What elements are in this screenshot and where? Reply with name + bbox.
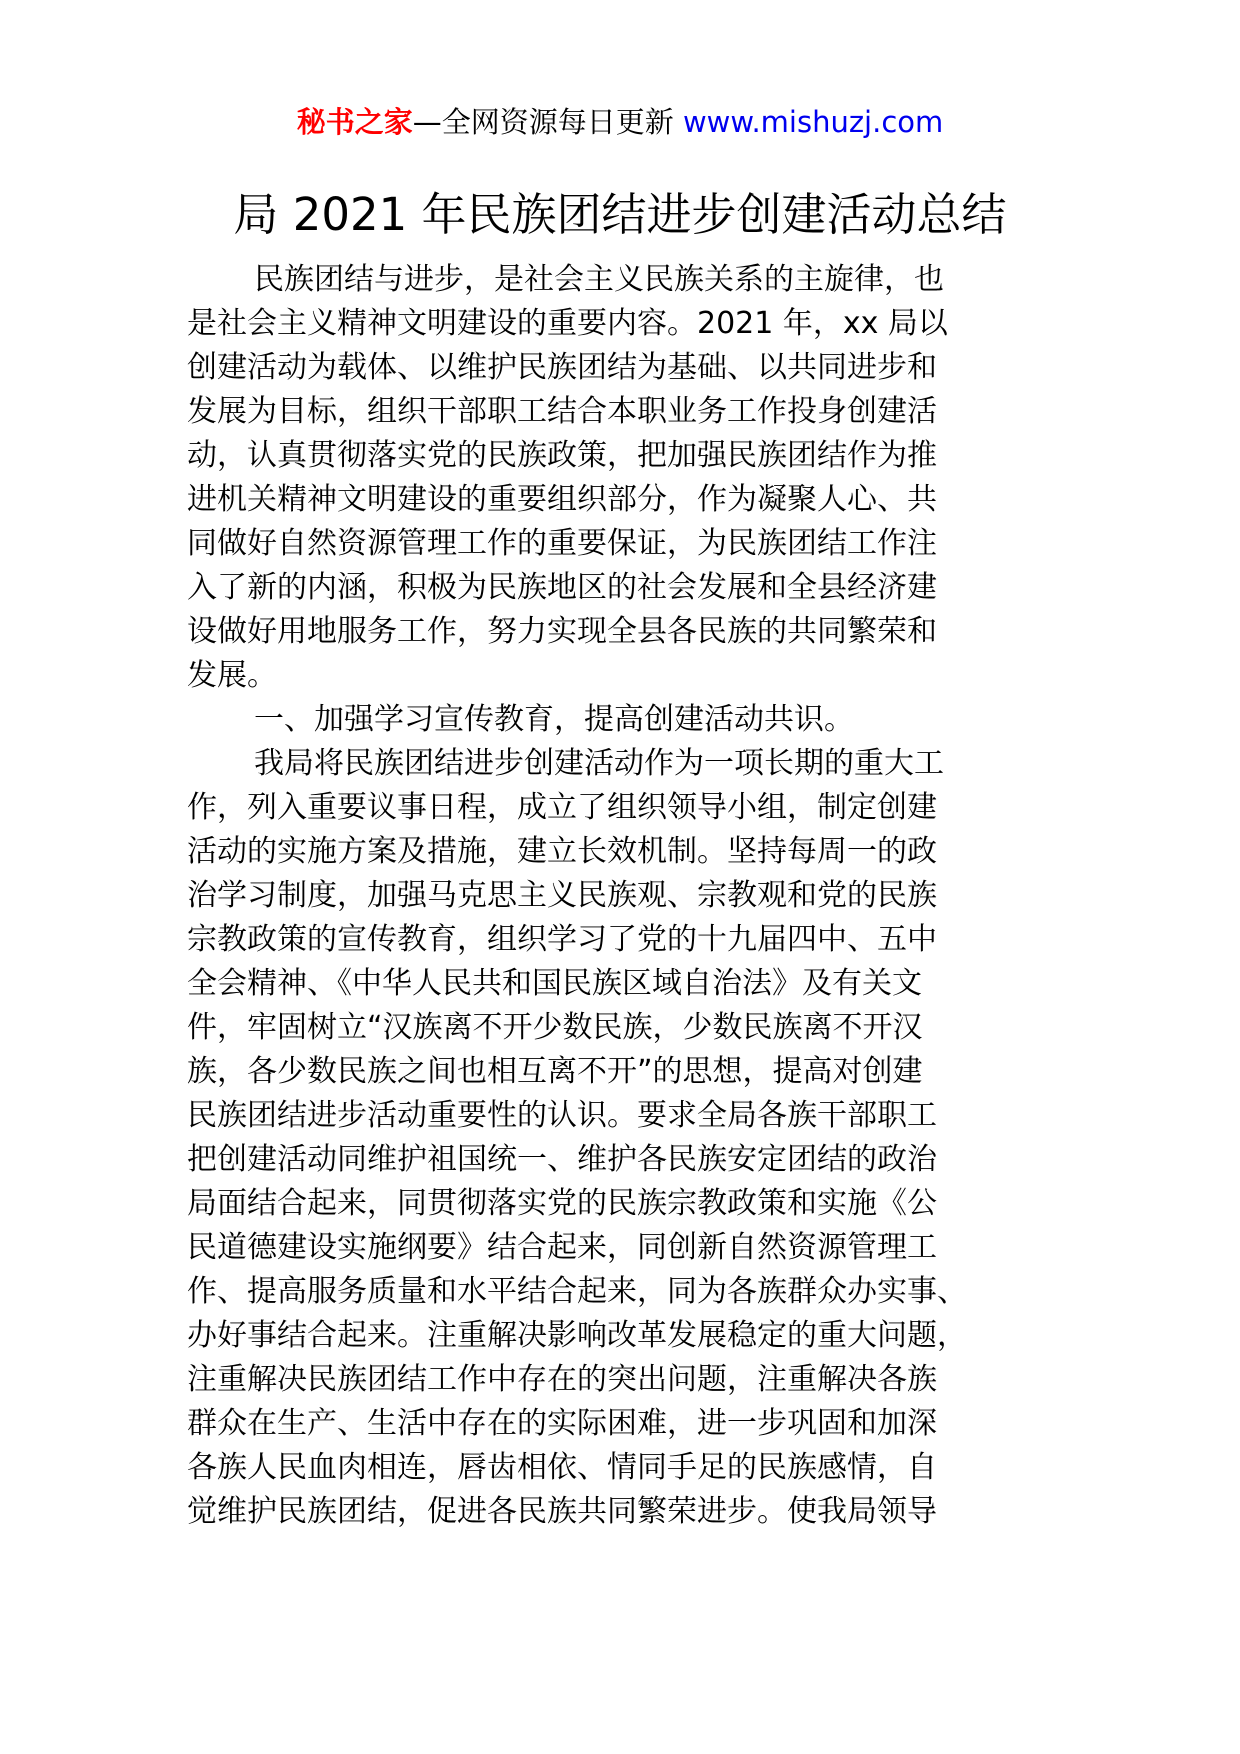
document-body: [187, 258, 1027, 1534]
site-brand: 秘书之家: [296, 105, 413, 139]
body-line: 宗教政策的宣传教育，组织学习了党的十九届四中、五中: [187, 922, 937, 957]
body-line: 设做好用地服务工作，努力实现全县各民族的共同繁荣和: [187, 614, 937, 649]
site-tagline: —全网资源每日更新: [412, 105, 683, 139]
body-line: 觉维护民族团结，促进各民族共同繁荣进步。使我局领导: [187, 1494, 937, 1529]
body-line: 我局将民族团结进步创建活动作为一项长期的重大工: [254, 746, 944, 781]
body-line: 作、提高服务质量和水平结合起来，同为各族群众办实事、: [187, 1274, 967, 1309]
body-line: 活动的实施方案及措施，建立长效机制。坚持每周一的政: [187, 834, 937, 869]
body-line: 作，列入重要议事日程，成立了组织领导小组，制定创建: [187, 790, 937, 825]
body-line: 发展为目标，组织干部职工结合本职业务工作投身创建活: [187, 394, 937, 429]
body-line: 一、加强学习宣传教育，提高创建活动共识。: [254, 702, 854, 737]
body-line: 把创建活动同维护祖国统一、维护各民族安定团结的政治: [187, 1142, 937, 1177]
body-line: 发展。: [187, 658, 277, 693]
body-line: 注重解决民族团结工作中存在的突出问题，注重解决各族: [187, 1362, 937, 1397]
body-line: 群众在生产、生活中存在的实际困难，进一步巩固和加深: [187, 1406, 937, 1441]
body-line: 动，认真贯彻落实党的民族政策，把加强民族团结作为推: [187, 438, 937, 473]
body-line: 民道德建设实施纲要》结合起来，同创新自然资源管理工: [187, 1230, 937, 1265]
body-line: 入了新的内涵，积极为民族地区的社会发展和全县经济建: [187, 570, 937, 605]
body-line: 全会精神、《中华人民共和国民族区域自治法》及有关文: [187, 966, 922, 1001]
body-line: 是社会主义精神文明建设的重要内容。2021 年，xx 局以: [187, 306, 948, 341]
body-line: 件，牢固树立“汉族离不开少数民族，少数民族离不开汉: [187, 1010, 923, 1045]
body-line: 局面结合起来，同贯彻落实党的民族宗教政策和实施《公: [187, 1186, 937, 1221]
body-line: 民族团结与进步，是社会主义民族关系的主旋律，也: [254, 262, 944, 297]
body-line: 治学习制度，加强马克思主义民族观、宗教观和党的民族: [187, 878, 937, 913]
body-line: 办好事结合起来。注重解决影响改革发展稳定的重大问题，: [187, 1318, 967, 1353]
body-line: 进机关精神文明建设的重要组织部分，作为凝聚人心、共: [187, 482, 937, 517]
body-line: 各族人民血肉相连，唇齿相依、情同手足的民族感情，自: [187, 1450, 937, 1485]
body-line: 同做好自然资源管理工作的重要保证，为民族团结工作注: [187, 526, 937, 561]
site-header: [0, 102, 1240, 142]
body-line: 族，各少数民族之间也相互离不开”的思想，提高对创建: [187, 1054, 923, 1089]
body-line: 创建活动为载体、以维护民族团结为基础、以共同进步和: [187, 350, 937, 385]
document-title: 局 2021 年民族团结进步创建活动总结: [233, 188, 1007, 241]
body-line: 民族团结进步活动重要性的认识。要求全局各族干部职工: [187, 1098, 937, 1133]
site-url-link[interactable]: www.mishuzj.com: [682, 105, 944, 139]
